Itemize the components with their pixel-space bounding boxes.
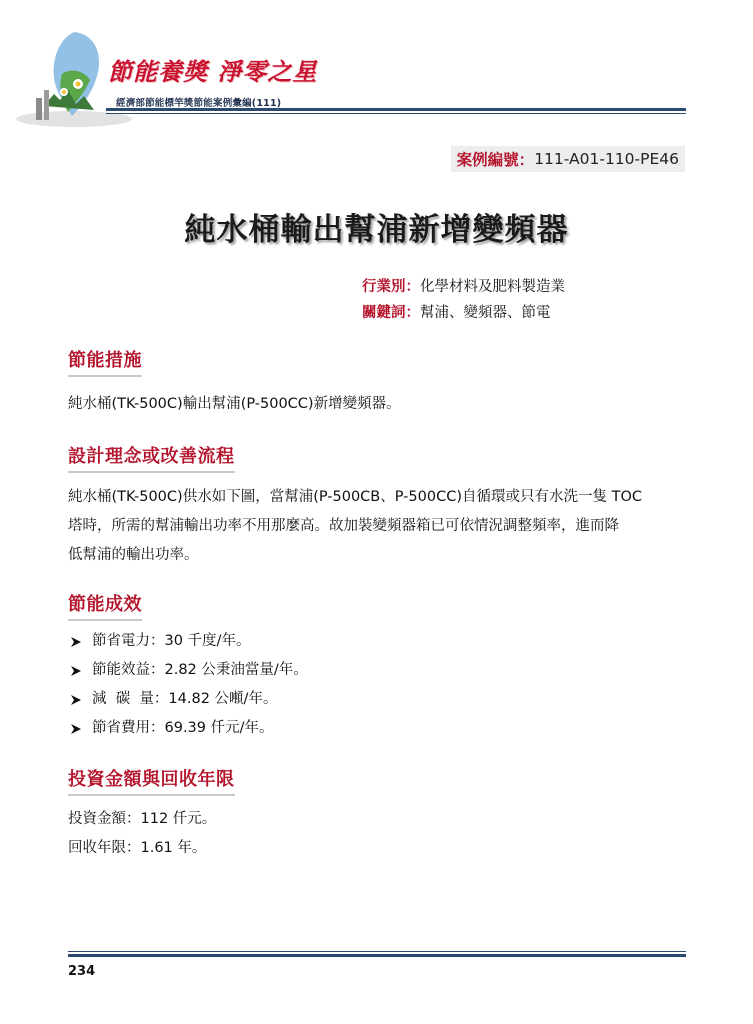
arrow-bullet-icon [68, 722, 86, 736]
list-item [68, 714, 308, 743]
list-item [68, 685, 308, 714]
footer-rule [68, 951, 686, 957]
section-heading-results: 節能成效 [68, 590, 142, 621]
design-text [68, 483, 686, 570]
result-text: 節省費用：69.39 仟元/年。 [92, 720, 274, 736]
keywords-row [362, 300, 565, 326]
page-title: 純水桶輸出幫浦新增變頻器 [184, 212, 569, 248]
investment-line: 投資金額：112 仟元。 [68, 811, 217, 827]
section-heading-measures: 節能措施 [68, 346, 142, 377]
case-meta [362, 274, 565, 326]
industry-value: 化學材料及肥料製造業 [420, 279, 565, 295]
section-heading-investment: 投資金額與回收年限 [68, 765, 235, 796]
design-line: 純水桶(TK-500C)供水如下圖，當幫浦(P-500CB、P-500CC)自循環或只有水洗一隻 TOC [68, 489, 642, 505]
page-number: 234 [68, 964, 96, 979]
header-rule [106, 108, 686, 114]
result-text: 節能效益：2.82 公秉油當量/年。 [92, 662, 308, 678]
case-number-label: 案例編號： [456, 151, 535, 169]
list-item [68, 656, 308, 685]
section-heading-design: 設計理念或改善流程 [68, 442, 235, 473]
arrow-bullet-icon [68, 635, 86, 649]
design-line: 塔時，所需的幫浦輸出功率不用那麼高。故加裝變頻器箱已可依情況調整頻率，進而降 [68, 518, 619, 534]
results-list [68, 627, 308, 743]
logo-subtitle: 經濟部節能標竿獎節能案例彙編(111) [116, 98, 282, 109]
investment-line: 回收年限：1.61 年。 [68, 840, 207, 856]
logo-title: 節能養獎 淨零之星 [108, 57, 318, 86]
keywords-value: 幫浦、變頻器、節電 [420, 305, 551, 321]
case-number [451, 146, 685, 172]
design-line: 低幫浦的輸出功率。 [68, 547, 199, 563]
case-number-value: 111-A01-110-PE46 [534, 150, 679, 168]
keywords-label: 關鍵詞： [362, 305, 420, 321]
result-text: 節省電力：30 千度/年。 [92, 633, 251, 649]
arrow-bullet-icon [68, 664, 86, 678]
industry-label: 行業別： [362, 279, 420, 295]
industry-row [362, 274, 565, 300]
arrow-bullet-icon [68, 693, 86, 707]
result-text: 減 碳 量：14.82 公噸/年。 [92, 691, 278, 707]
list-item [68, 627, 308, 656]
measures-text: 純水桶(TK-500C)輸出幫浦(P-500CC)新增變頻器。 [68, 396, 401, 412]
investment-text [68, 805, 686, 863]
